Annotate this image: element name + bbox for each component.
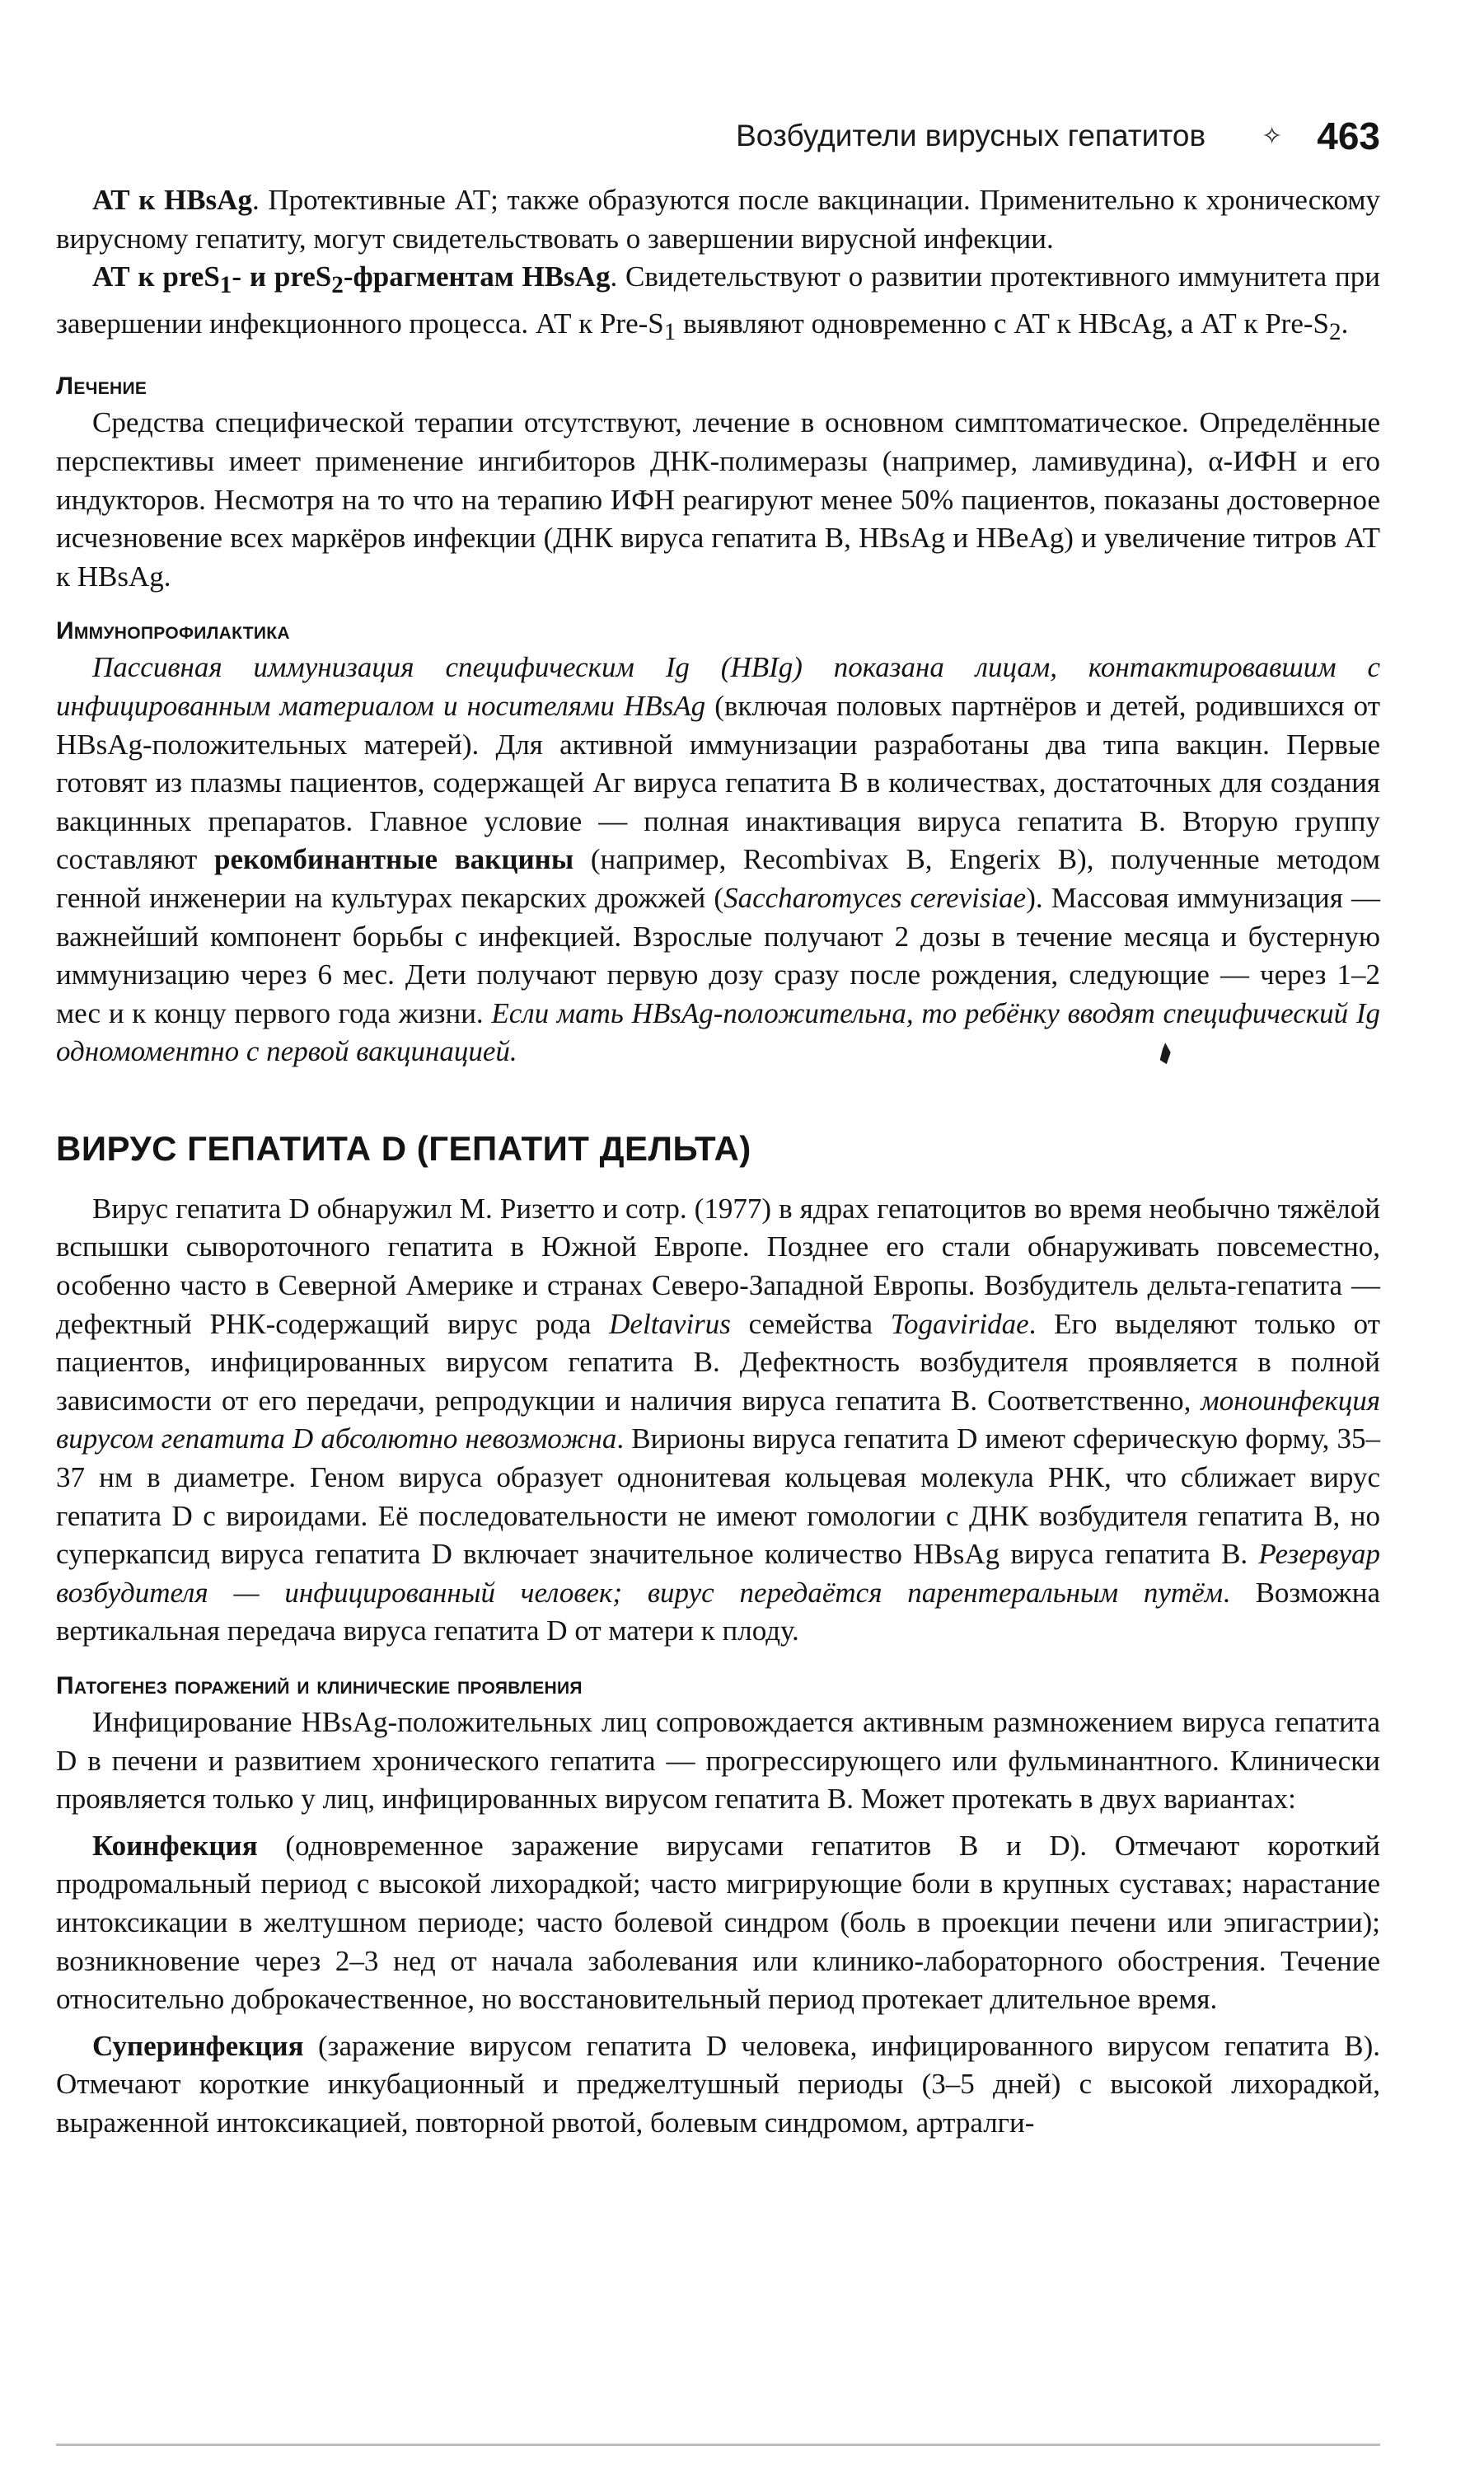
paragraph-treatment: Средства специфической терапии отсутствуют, лечение в основном симптоматическое. Определённые перспективы имеет применение ингибиторов ДНК-полимеразы (например, ламивудина), α-ИФН и его индукторов. Несмотря на то что на терапию ИФН реагируют менее 50% пациентов, показаны достоверное исчезновение всех маркёров инфекции (ДНК вируса гепатита В, HBsAg и HBeAg) и увеличение титров АТ к HBsAg. [56, 406, 1380, 593]
term-coinfection: Коинфекция [92, 1829, 258, 1862]
paragraph-hdv-description: Вирус гепатита D обнаружил М. Ризетто и сотр. (1977) в ядрах гепатоцитов во время необычно тяжёлой вспышки сывороточного гепатита в Южной Европе. Позднее его стали обнаруживать повсеместно, особенно часто в Северной Америке и странах Северо-Западной Европы. Возбудитель дельта-гепатита — дефектный РНК-содержащий вирус рода Deltavirus семейства Togaviridae. Его выделяют только от пациентов, инфицированных вирусом гепатита В. Дефектность возбудителя проявляется в полной зависимости от его передачи, репродукции и наличия вируса гепатита В. Соответственно, моноинфекция вирусом гепатита D абсолютно невозможна. Вирионы вируса гепатита D имеют сферическую форму, 35–37 нм в диаметре. Геном вируса образует однонитевая кольцевая молекула РНК, что сближает вирус гепатита D с вироидами. Её последовательности не имеют гомологии с ДНК возбудителя гепатита В, но суперкапсид вируса гепатита D включает значительное количество HBsAg вируса гепатита В. Резервуар возбудителя — инфицированный человек; вирус передаётся парентеральным путём. Возможна вертикальная передача вируса гепатита D от матери к плоду. [56, 1192, 1381, 1647]
term-hbsag-antibodies: АТ к HBsAg [92, 184, 252, 216]
page-body [56, 181, 1380, 2143]
heading-treatment: Лечение [56, 373, 147, 401]
term-superinfection: Суперинфекция [92, 2029, 304, 2062]
bottom-scan-rule [56, 2444, 1380, 2446]
paragraph-hbsag-antibodies: АТ к HBsAg. Протективные АТ; также образуются после вакцинации. Применительно к хроническому вирусному гепатиту, могут свидетельствовать о завершении вирусной инфекции. [56, 184, 1380, 255]
page-number: 463 [1317, 115, 1380, 157]
paragraph-superinfection: Суперинфекция (заражение вирусом гепатита D человека, инфицированного вирусом гепатита В). Отмечают короткие инкубационный и преджелтушный периоды (3–5 дней) с высокой лихорадкой, выраженной интоксикацией, повторной рвотой, болевым синдромом, артралги- [56, 2029, 1380, 2139]
heading-pathogenesis: Патогенез поражений и клинические проявления [56, 1672, 583, 1699]
paragraph-pres-antibodies: АТ к preS$_1$- и preS$_2$-фрагментам HBsAg. Свидетельствуют о развитии протективного иммунитета при завершении инфекционного процесса. АТ к Pre-$S_1$ выявляют одновременно с АТ к HBcAg, а АТ к Pre-$S_2$. [56, 260, 1380, 345]
paragraph-pathogenesis-intro: Инфицирование HBsAg-положительных лиц сопровождается активным размножением вируса гепатита D в печени и развитием хронического гепатита — прогрессирующего или фульминантного. Клинически проявляется только у лиц, инфицированных вирусом гепатита В. Может протекать в двух вариантах: [56, 1706, 1380, 1816]
species-name: Saccharomyces cerevisiae [723, 881, 1027, 914]
term-recombinant-vaccines: рекомбинантные вакцины [214, 843, 574, 876]
diamond-ornament-icon: ✧ [1262, 121, 1283, 151]
term-pres-antibodies: АТ к preS$_1$- и preS$_2$-фрагментам HBsAg [92, 260, 611, 299]
running-head-title: Возбудители вирусных гепатитов [736, 119, 1206, 152]
section-title-hdv: ВИРУС ГЕПАТИТА D (ГЕПАТИТ ДЕЛЬТА) [56, 1128, 751, 1168]
running-head [655, 111, 1380, 161]
paragraph-immunoprophylaxis: Пассивная иммунизация специфическим Ig (HBIg) показана лицам, контактировавшим с инфицированным материалом и носителями HBsAg (включая половых партнёров и детей, родившихся от HBsAg-положительных матерей). Для активной иммунизации разработаны два типа вакцин. Первые готовят из плазмы пациентов, содержащей Аг вируса гепатита В в количествах, достаточных для создания вакцинных препаратов. Главное условие — полная инактивация вируса гепатита В. Вторую группу составляют рекомбинантные вакцины (например, Recombivax B, Engerix B), полученные методом генной инженерии на культурах пекарских дрожжей (Saccharomyces cerevisiae). Массовая иммунизация — важнейший компонент борьбы с инфекцией. Взрослые получают 2 дозы в течение месяца и бустерную иммунизацию через 6 мес. Дети получают первую дозу сразу после рождения, следующие — через 1–2 мес и к концу первого года жизни. Если мать HBsAg-положительна, то ребёнку вводят специфический Ig одномоментно с первой вакцинацией. [56, 651, 1380, 1068]
family-name: Togaviridae [890, 1307, 1029, 1340]
genus-name: Deltavirus [609, 1307, 731, 1340]
section-end-marker-icon [1160, 1043, 1171, 1064]
heading-immunoprophylaxis: Иммунопрофилактика [56, 617, 290, 645]
paragraph-coinfection: Коинфекция (одновременное заражение вирусами гепатитов В и D). Отмечают короткий продромальный период с высокой лихорадкой; часто мигрирующие боли в крупных суставах; нарастание интоксикации в желтушном периоде; часто болевой синдром (боль в проекции печени или эпигастрии); возникновение через 2–3 нед от начала заболевания или клинико-лабораторного обострения. Течение относительно доброкачественное, но восстановительный период протекает длительное время. [56, 1829, 1380, 2016]
